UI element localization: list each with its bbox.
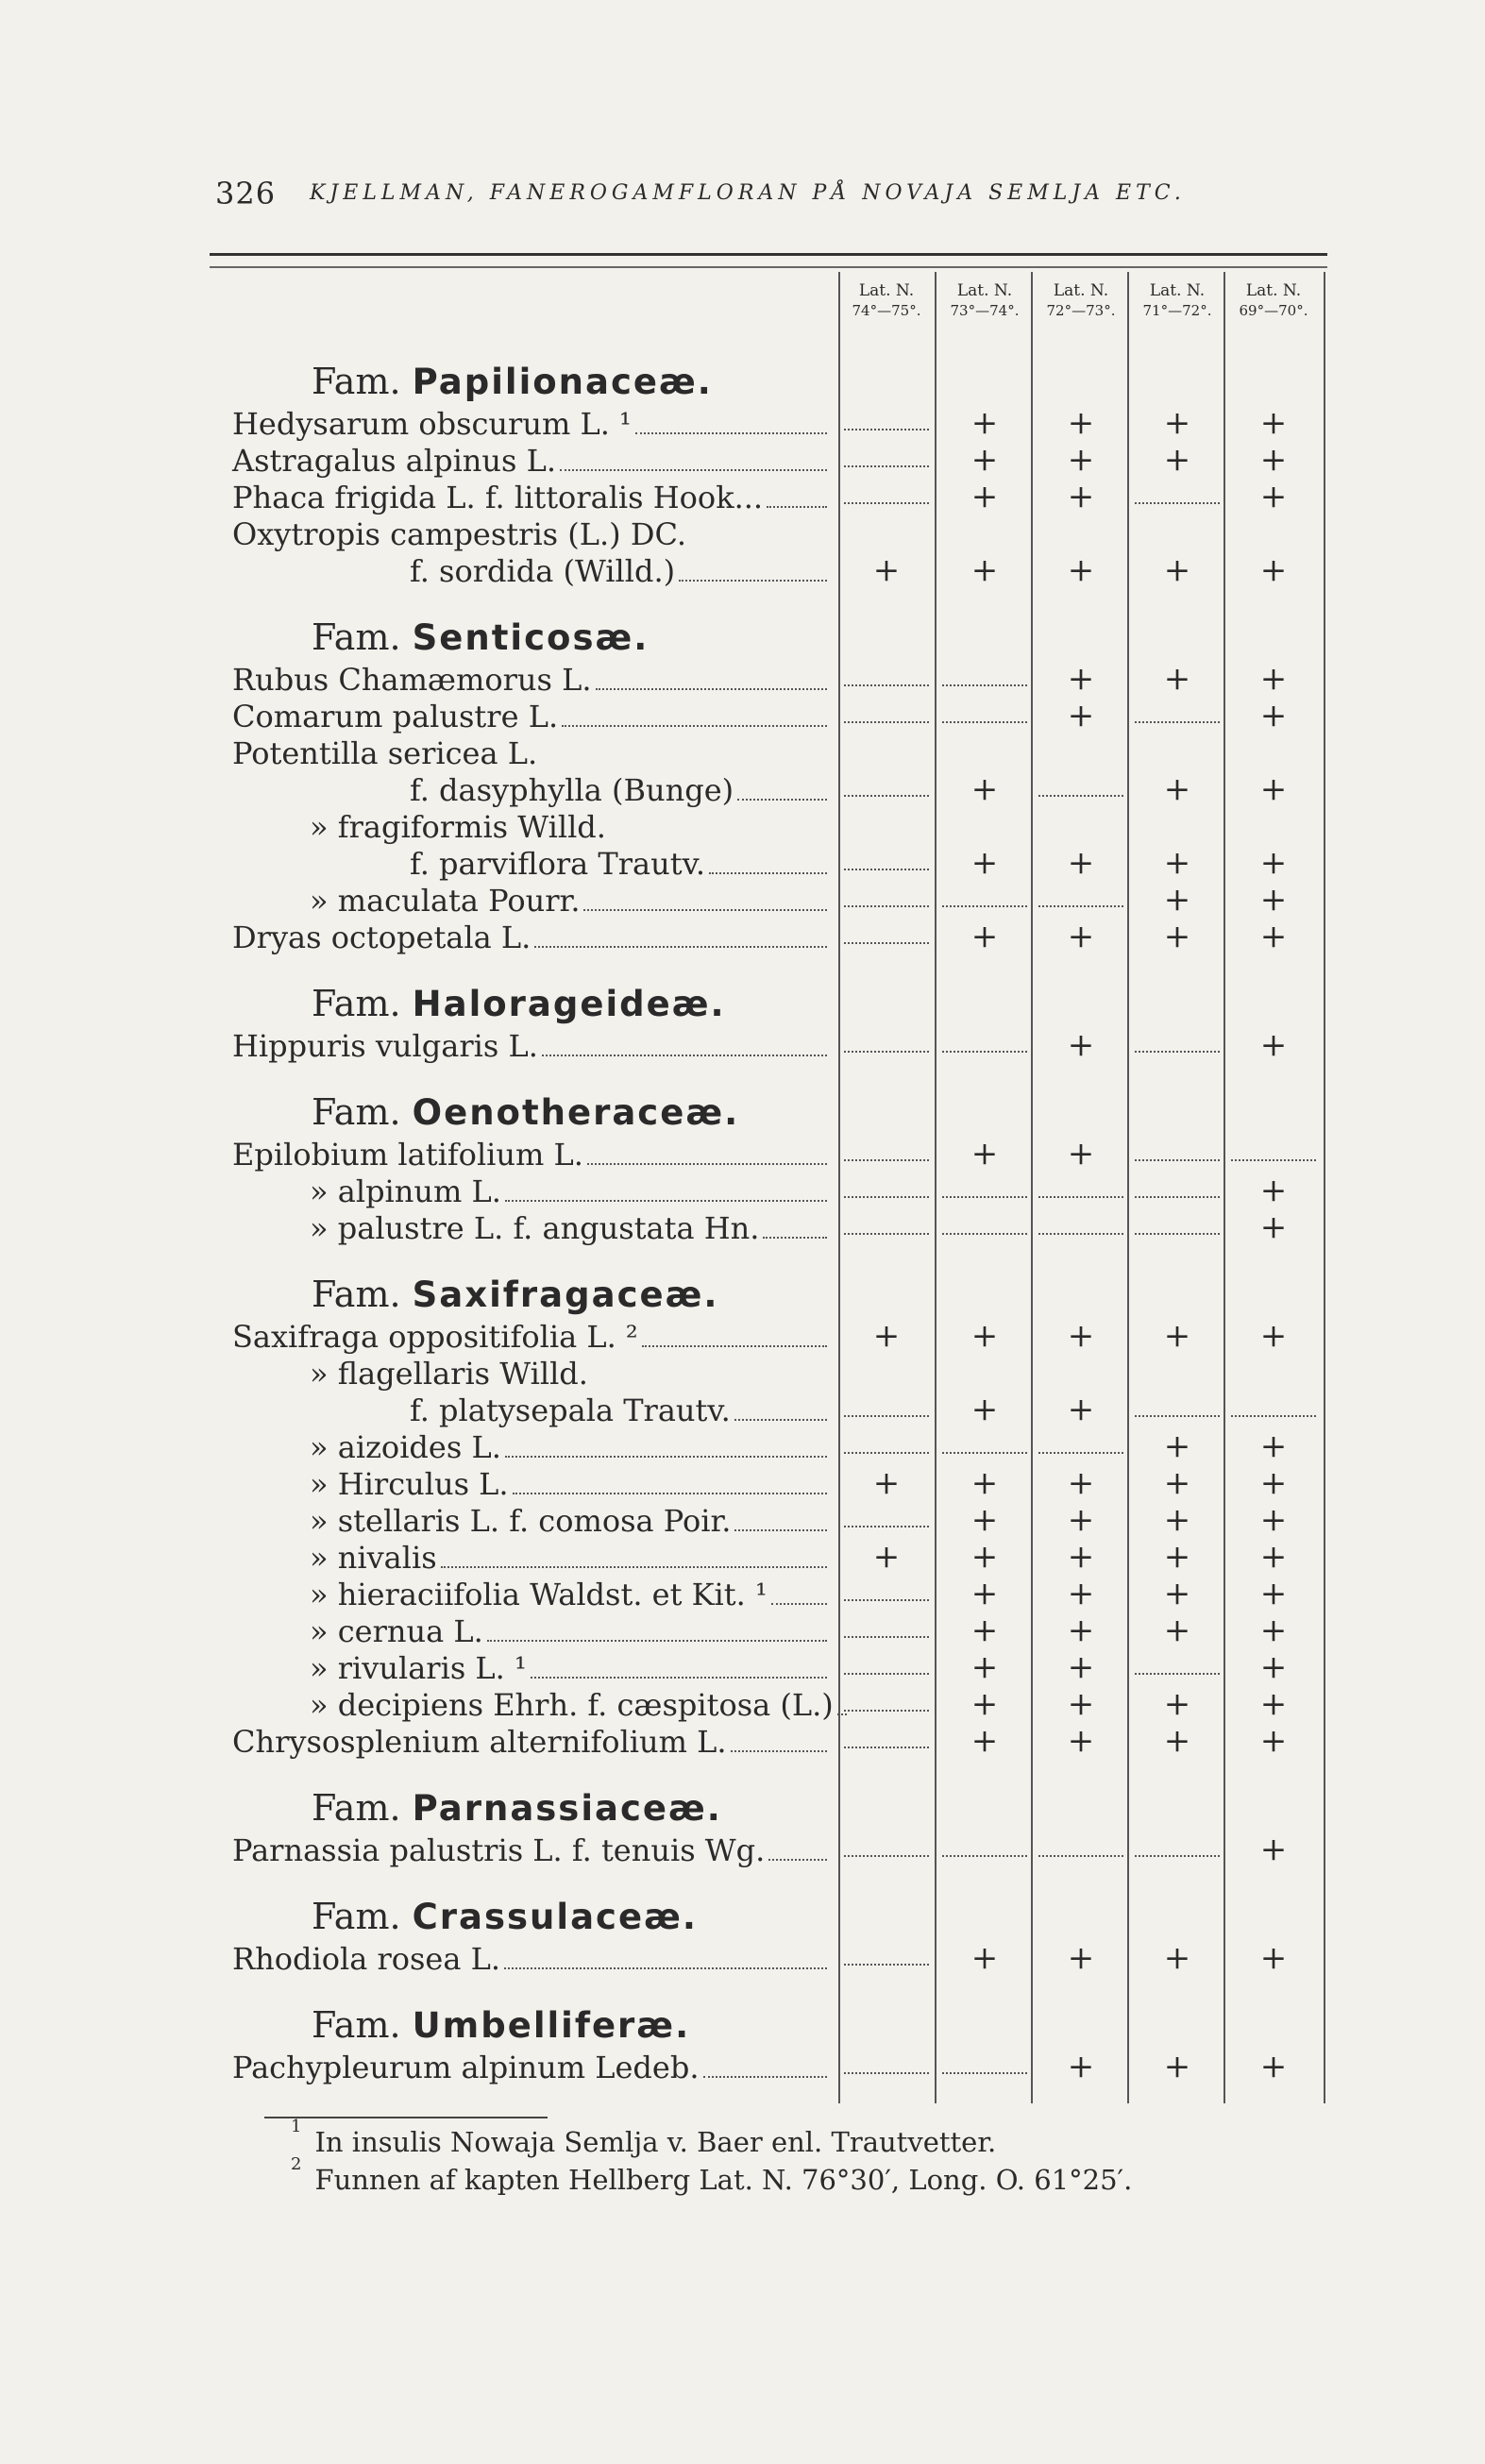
species-row: Rubus Chamæmorus L.: [232, 662, 831, 698]
species-row: » decipiens Ehrh. f. cæspitosa (L.): [310, 1687, 831, 1723]
footnote-2: $^2$ Funnen af kapten Hellberg Lat. N. 76°30′, Long. O. 61°25′.: [291, 2154, 1133, 2196]
occurrence-cell: +: [1163, 881, 1191, 919]
occurrence-cell: +: [970, 1722, 999, 1760]
occurrence-cell: [838, 1173, 935, 1207]
occurrence-cell: +: [1067, 660, 1095, 698]
occurrence-cell: +: [1259, 918, 1288, 955]
occurrence-cell: +: [1259, 551, 1288, 589]
occurrence-cell: +: [970, 1612, 999, 1649]
occurrence-cell: +: [1067, 1135, 1095, 1173]
occurrence-cell: +: [1163, 770, 1191, 808]
family-heading: Fam. Senticosæ.: [312, 616, 650, 658]
species-row: Pachypleurum alpinum Ledeb.: [232, 2050, 831, 2085]
occurrence-cell: +: [1067, 1464, 1095, 1502]
occurrence-cell: +: [1067, 551, 1095, 589]
species-row: » Hirculus L.: [310, 1466, 831, 1502]
occurrence-cell: +: [970, 551, 999, 589]
family-heading: Fam. Crassulaceæ.: [312, 1896, 698, 1937]
occurrence-cell: +: [1067, 1685, 1095, 1723]
family-heading: Fam. Umbelliferæ.: [312, 2004, 691, 2046]
occurrence-cell: +: [1163, 918, 1191, 955]
occurrence-cell: [838, 1392, 935, 1426]
occurrence-cell: +: [1067, 1722, 1095, 1760]
occurrence-cell: +: [970, 478, 999, 515]
occurrence-cell: [937, 1173, 1033, 1207]
occurrence-cell: +: [1163, 404, 1191, 442]
occurrence-cell: [937, 2050, 1033, 2084]
occurrence-cell: +: [1067, 1538, 1095, 1576]
occurrence-cell: [1033, 772, 1129, 806]
occurrence-cell: +: [970, 441, 999, 479]
top-rule-thin: [210, 266, 1327, 268]
footnote-rule: [264, 2117, 548, 2118]
occurrence-cell: [1129, 1173, 1225, 1207]
species-row: Hedysarum obscurum L. ¹: [232, 406, 831, 442]
occurrence-cell: [1033, 883, 1129, 917]
occurrence-cell: [838, 846, 935, 880]
occurrence-cell: +: [1259, 1939, 1288, 1977]
occurrence-cell: +: [1259, 844, 1288, 882]
occurrence-cell: +: [1259, 770, 1288, 808]
occurrence-cell: +: [1259, 1464, 1288, 1502]
occurrence-cell: [937, 883, 1033, 917]
species-row: Hippuris vulgaris L.: [232, 1028, 831, 1064]
occurrence-cell: +: [1067, 404, 1095, 442]
occurrence-cell: +: [1067, 441, 1095, 479]
occurrence-cell: +: [1259, 1612, 1288, 1649]
occurrence-cell: [838, 2050, 935, 2084]
occurrence-cell: [1033, 1210, 1129, 1244]
page-number: 326: [215, 176, 277, 211]
occurrence-cell: +: [970, 770, 999, 808]
occurrence-cell: [838, 1210, 935, 1244]
species-row: Saxifraga oppositifolia L. ²: [232, 1319, 831, 1355]
occurrence-cell: +: [970, 844, 999, 882]
occurrence-cell: [838, 772, 935, 806]
occurrence-cell: +: [1259, 1538, 1288, 1576]
occurrence-cell: +: [970, 1391, 999, 1428]
occurrence-cell: [1129, 480, 1225, 514]
occurrence-cell: [1129, 1210, 1225, 1244]
occurrence-cell: +: [1163, 1538, 1191, 1576]
occurrence-cell: +: [1259, 404, 1288, 442]
occurrence-cell: +: [1259, 660, 1288, 698]
occurrence-cell: +: [1259, 1317, 1288, 1355]
occurrence-cell: +: [1163, 1317, 1191, 1355]
occurrence-cell: +: [1259, 881, 1288, 919]
occurrence-cell: [937, 1832, 1033, 1866]
family-heading: Fam. Oenotheraceæ.: [312, 1091, 740, 1133]
occurrence-cell: [838, 1941, 935, 1975]
occurrence-cell: [838, 662, 935, 696]
occurrence-cell: [838, 1687, 935, 1721]
occurrence-cell: [1033, 1173, 1129, 1207]
occurrence-cell: +: [970, 1501, 999, 1539]
occurrence-cell: [838, 1137, 935, 1171]
occurrence-cell: +: [1163, 1427, 1191, 1465]
species-label: Potentilla sericea L.: [232, 735, 538, 771]
family-heading: Fam. Saxifragaceæ.: [312, 1274, 719, 1315]
occurrence-cell: +: [1259, 441, 1288, 479]
species-label: » fragiformis Willd.: [310, 809, 606, 845]
species-row: f. dasyphylla (Bunge): [410, 772, 831, 808]
species-row: » rivularis L. ¹: [310, 1650, 831, 1686]
occurrence-cell: +: [1067, 1575, 1095, 1612]
species-row: Rhodiola rosea L.: [232, 1941, 831, 1977]
occurrence-cell: [1129, 1832, 1225, 1866]
occurrence-cell: +: [1259, 1831, 1288, 1868]
occurrence-cell: +: [1259, 1208, 1288, 1246]
occurrence-cell: +: [1163, 1612, 1191, 1649]
species-row: Chrysosplenium alternifolium L.: [232, 1724, 831, 1760]
occurrence-cell: +: [1259, 1685, 1288, 1723]
occurrence-cell: +: [1259, 478, 1288, 515]
occurrence-cell: +: [1067, 1612, 1095, 1649]
occurrence-cell: +: [1067, 478, 1095, 515]
species-row: f. parviflora Trautv.: [410, 846, 831, 882]
occurrence-cell: [937, 1429, 1033, 1463]
occurrence-cell: +: [1163, 1501, 1191, 1539]
occurrence-cell: +: [970, 918, 999, 955]
occurrence-cell: [838, 1613, 935, 1647]
family-heading: Fam. Halorageideæ.: [312, 983, 726, 1024]
occurrence-cell: [1129, 1650, 1225, 1684]
occurrence-cell: +: [1259, 2048, 1288, 2085]
occurrence-cell: +: [1163, 2048, 1191, 2085]
running-header: [215, 176, 1273, 213]
occurrence-cell: +: [1163, 660, 1191, 698]
occurrence-cell: [1033, 1429, 1129, 1463]
species-row: f. sordida (Willd.): [410, 553, 831, 589]
occurrence-cell: [838, 920, 935, 954]
occurrence-cell: +: [1259, 1427, 1288, 1465]
occurrence-cell: [1129, 699, 1225, 733]
top-rule: [210, 253, 1327, 256]
occurrence-cell: +: [970, 404, 999, 442]
occurrence-cell: [838, 1503, 935, 1537]
occurrence-cell: +: [872, 1464, 901, 1502]
occurrence-cell: +: [1067, 1648, 1095, 1686]
occurrence-cell: +: [1259, 1172, 1288, 1209]
occurrence-cell: [838, 1832, 935, 1866]
occurrence-cell: +: [1259, 1722, 1288, 1760]
column-divider: [1324, 272, 1325, 2103]
occurrence-cell: [838, 1650, 935, 1684]
species-row: » aizoides L.: [310, 1429, 831, 1465]
occurrence-cell: +: [1259, 1575, 1288, 1612]
column-header: Lat. N. 72°—73°.: [1046, 281, 1116, 319]
species-row: Dryas octopetala L.: [232, 920, 831, 955]
occurrence-cell: [838, 1028, 935, 1062]
occurrence-cell: +: [1067, 1501, 1095, 1539]
family-heading: Fam. Parnassiaceæ.: [312, 1787, 722, 1829]
occurrence-cell: +: [1163, 551, 1191, 589]
species-row: » palustre L. f. angustata Hn.: [310, 1210, 831, 1246]
footnote-1: $^1$ In insulis Nowaja Semlja v. Baer enl. Trautvetter.: [291, 2117, 997, 2158]
occurrence-cell: [838, 443, 935, 477]
occurrence-cell: +: [970, 1538, 999, 1576]
occurrence-cell: +: [1163, 441, 1191, 479]
species-row: » hieraciifolia Waldst. et Kit. ¹: [310, 1577, 831, 1612]
occurrence-cell: +: [1163, 1685, 1191, 1723]
occurrence-cell: [937, 1028, 1033, 1062]
occurrence-cell: +: [970, 1939, 999, 1977]
running-title: KJELLMAN, FANEROGAMFLORAN PÅ NOVAJA SEMLJA ETC.: [310, 181, 1186, 205]
occurrence-cell: +: [1067, 2048, 1095, 2085]
species-row: » stellaris L. f. comosa Poir.: [310, 1503, 831, 1539]
occurrence-cell: +: [1067, 1317, 1095, 1355]
species-row: Parnassia palustris L. f. tenuis Wg.: [232, 1832, 831, 1868]
species-row: f. platysepala Trautv.: [410, 1392, 831, 1428]
species-row: Comarum palustre L.: [232, 699, 831, 734]
occurrence-cell: [1225, 1392, 1322, 1426]
occurrence-cell: +: [1067, 844, 1095, 882]
occurrence-cell: +: [1259, 1501, 1288, 1539]
occurrence-cell: [838, 1429, 935, 1463]
occurrence-cell: [937, 1210, 1033, 1244]
occurrence-cell: +: [1067, 1026, 1095, 1064]
occurrence-cell: [1225, 1137, 1322, 1171]
column-header: Lat. N. 69°—70°.: [1239, 281, 1308, 319]
column-header: Lat. N. 73°—74°.: [950, 281, 1020, 319]
species-row: » nivalis: [310, 1540, 831, 1576]
occurrence-cell: +: [970, 1464, 999, 1502]
occurrence-cell: +: [1259, 1648, 1288, 1686]
species-label: Oxytropis campestris (L.) DC.: [232, 516, 686, 552]
occurrence-cell: +: [872, 551, 901, 589]
occurrence-cell: +: [1067, 1391, 1095, 1428]
occurrence-cell: +: [1163, 844, 1191, 882]
occurrence-cell: [838, 699, 935, 733]
species-row: Epilobium latifolium L.: [232, 1137, 831, 1173]
occurrence-cell: [838, 1577, 935, 1611]
species-row: Astragalus alpinus L.: [232, 443, 831, 479]
column-header: Lat. N. 71°—72°.: [1142, 281, 1212, 319]
occurrence-cell: +: [970, 1685, 999, 1723]
occurrence-cell: +: [1163, 1575, 1191, 1612]
occurrence-cell: +: [1259, 1026, 1288, 1064]
occurrence-cell: +: [970, 1135, 999, 1173]
occurrence-cell: [838, 883, 935, 917]
occurrence-cell: [937, 662, 1033, 696]
occurrence-cell: +: [970, 1575, 999, 1612]
occurrence-cell: +: [1163, 1722, 1191, 1760]
species-row: » alpinum L.: [310, 1173, 831, 1209]
occurrence-cell: +: [1067, 697, 1095, 734]
occurrence-cell: +: [970, 1317, 999, 1355]
occurrence-cell: [937, 699, 1033, 733]
occurrence-cell: [1129, 1137, 1225, 1171]
occurrence-cell: +: [872, 1538, 901, 1576]
occurrence-cell: +: [1163, 1464, 1191, 1502]
column-header: Lat. N. 74°—75°.: [852, 281, 921, 319]
occurrence-cell: [1129, 1028, 1225, 1062]
occurrence-cell: [838, 480, 935, 514]
occurrence-cell: [1129, 1392, 1225, 1426]
occurrence-cell: +: [872, 1317, 901, 1355]
occurrence-cell: +: [1163, 1939, 1191, 1977]
occurrence-cell: +: [970, 1648, 999, 1686]
occurrence-cell: +: [1259, 697, 1288, 734]
occurrence-cell: [838, 1724, 935, 1758]
occurrence-cell: [838, 406, 935, 440]
species-row: » cernua L.: [310, 1613, 831, 1649]
occurrence-cell: +: [1067, 918, 1095, 955]
occurrence-cell: +: [1067, 1939, 1095, 1977]
species-label: » flagellaris Willd.: [310, 1356, 588, 1392]
family-heading: Fam. Papilionaceæ.: [312, 361, 713, 402]
species-row: Phaca frigida L. f. littoralis Hook...: [232, 480, 831, 515]
occurrence-cell: [1033, 1832, 1129, 1866]
species-row: » maculata Pourr.: [310, 883, 831, 919]
